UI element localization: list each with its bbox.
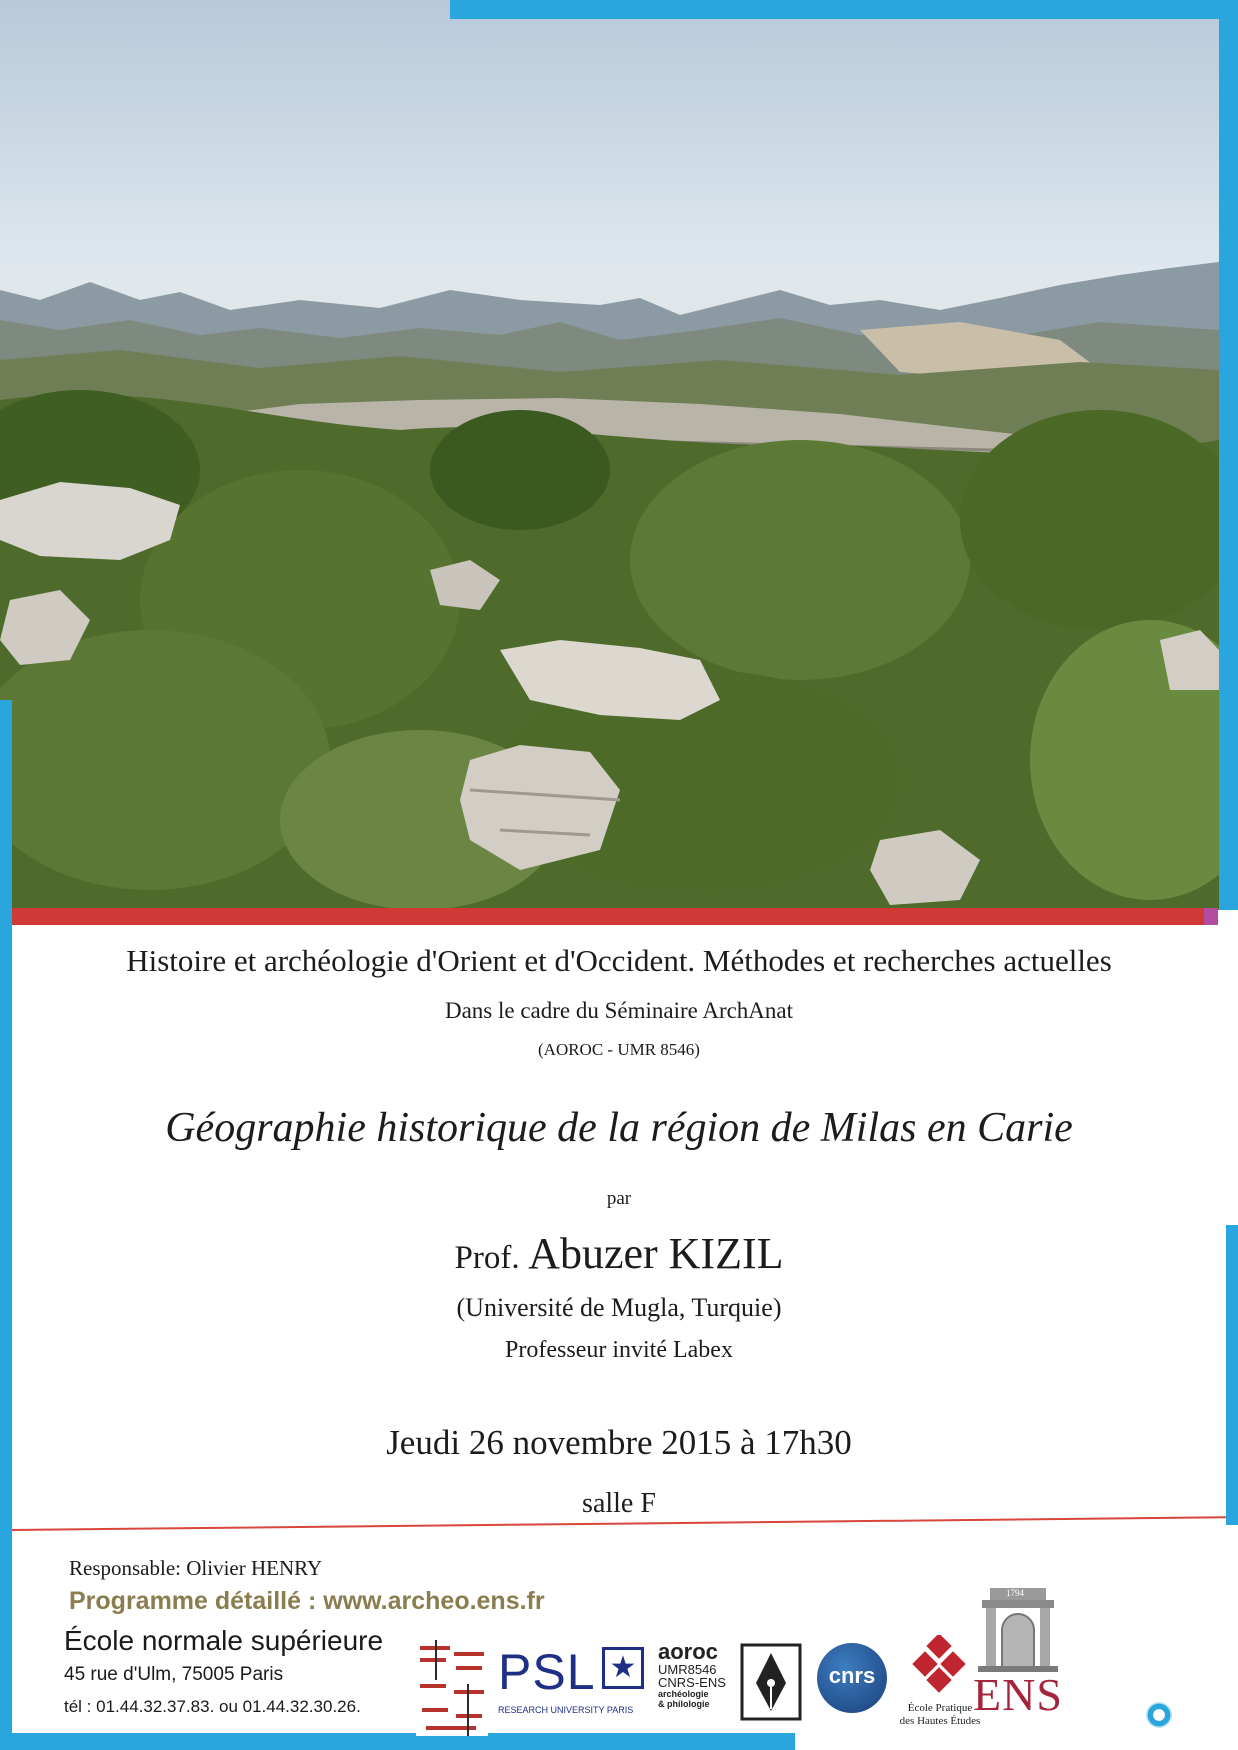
aoroc-line-4: & philologie: [658, 1699, 710, 1709]
ens-wordmark: ENS: [973, 1669, 1063, 1720]
speaker-prefix: Prof.: [454, 1240, 520, 1276]
pen-nib-logo: [740, 1643, 802, 1721]
red-divider: [12, 908, 1204, 925]
aoroc-line-1: UMR8546: [658, 1662, 717, 1677]
institution-phone: tél : 01.44.32.37.83. ou 01.44.32.30.26.: [64, 1697, 361, 1716]
aoroc-logo: [658, 1641, 730, 1721]
psl-wordmark: PSL: [498, 1644, 596, 1700]
lab-reference: (AOROC - UMR 8546): [538, 1040, 700, 1059]
transfert-culturels-logo: [416, 1640, 488, 1736]
speaker: [0, 1228, 1238, 1279]
seminar-series-title: Histoire et archéologie d'Orient et d'Occident. Méthodes et recherches actuelles: [126, 943, 1112, 978]
ens-logo: [968, 1586, 1068, 1720]
aoroc-line-3: archéologie: [658, 1689, 709, 1699]
aoroc-wordmark: aoroc: [658, 1639, 718, 1664]
event-date: Jeudi 26 novembre 2015 à 17h30: [386, 1423, 852, 1462]
ephe-line-2: des Hautes Études: [899, 1715, 981, 1727]
by-label: par: [606, 1188, 632, 1209]
speaker-role: Professeur invité Labex: [505, 1337, 733, 1363]
speaker-affiliation: (Université de Mugla, Turquie): [456, 1293, 782, 1322]
cnrs-wordmark: cnrs: [828, 1663, 876, 1688]
transfert-logo-graphic: [416, 1640, 488, 1736]
seminar-frame: Dans le cadre du Séminaire ArchAnat: [444, 998, 794, 1023]
navigation-dot-icon[interactable]: [1146, 1702, 1172, 1728]
right-frame-bar: [1219, 0, 1238, 910]
top-frame-bar: [450, 0, 1238, 19]
event-room: salle F: [582, 1488, 656, 1519]
bottom-frame-bar: [0, 1733, 795, 1750]
cnrs-logo: [817, 1643, 887, 1713]
ens-year: 1794: [1006, 1588, 1024, 1598]
pen-nib-icon: [740, 1643, 802, 1721]
star-icon: ★: [602, 1647, 644, 1689]
institution-name: École normale supérieure: [64, 1625, 384, 1656]
aoroc-line-2: CNRS-ENS: [658, 1675, 726, 1690]
left-frame-bar: [0, 700, 12, 1750]
lecture-title: Géographie historique de la région de Milas en Carie: [165, 1105, 1073, 1151]
ephe-line-1: École Pratique: [907, 1702, 973, 1714]
psl-subtitle: RESEARCH UNIVERSITY PARIS: [498, 1705, 634, 1715]
ens-building-icon: [968, 1586, 1068, 1672]
psl-logo: [498, 1643, 648, 1723]
speaker-name: Abuzer KIZIL: [528, 1229, 784, 1278]
program-link[interactable]: Programme détaillé : www.archeo.ens.fr: [69, 1587, 545, 1615]
responsible-person: Responsable: Olivier HENRY: [69, 1556, 323, 1580]
institution-address: 45 rue d'Ulm, 75005 Paris: [64, 1664, 284, 1685]
pink-marker: [1204, 908, 1218, 925]
cnrs-circle: [817, 1643, 887, 1713]
